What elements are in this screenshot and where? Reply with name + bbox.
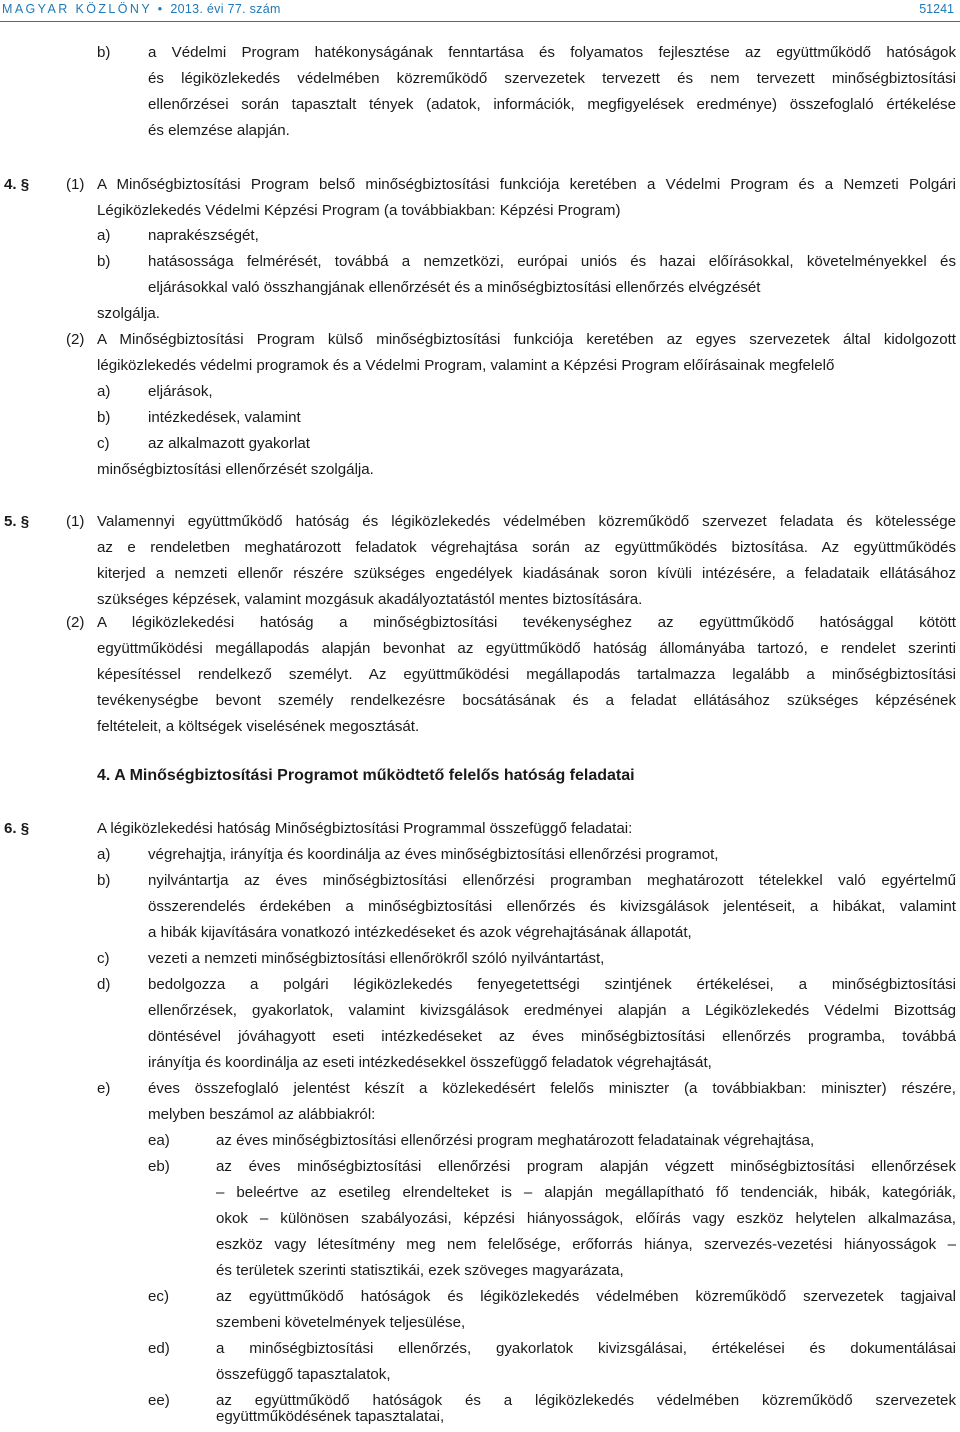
subitem-text: okok – különösen szabályozási, képzési hiányosságok, előírás vagy eszköz helytelen alkalmazása,: [216, 1210, 956, 1227]
sec6-item-b-line-3: [0, 920, 960, 946]
item-b-top-text: és légiközlekedés védelmében közreműködő szervezetek tervezett és nem tervezett minőségbiztosítási: [148, 70, 956, 87]
sec5-p2-line-3: [0, 662, 960, 688]
item-text: döntésével jóváhagyott eseti intézkedéseket az éves minőségbiztosítási ellenőrzés programba, továbbá: [148, 1028, 956, 1045]
item-label: a): [97, 227, 111, 244]
sec6-item-d-line-2: [0, 998, 960, 1024]
sec6-subitem-ee-line-2: [0, 1404, 960, 1430]
item-text: hatásossága felmérését, továbbá a nemzetközi, európai uniós és hazai előírásokkal, követelményekkel és: [148, 253, 956, 270]
item-text: melyben beszámol az alábbiakról:: [148, 1106, 376, 1123]
sec5-p2-line-5: [0, 714, 960, 740]
item-label: b): [97, 409, 111, 426]
sec6-item-c: [0, 946, 960, 972]
sec6-item-e-line-2: [0, 1102, 960, 1128]
subitem-text: az együttműködő hatóságok és a légiközlekedés védelmében közreműködő szervezetek: [216, 1392, 956, 1409]
item-text: végrehajtja, irányítja és koordinálja az éves minőségbiztosítási ellenőrzési programot,: [148, 846, 719, 863]
paragraph-number: (1): [66, 176, 85, 193]
page-number: 51241: [919, 2, 954, 16]
running-head: [2, 2, 281, 16]
sec6-item-b-line-2: [0, 894, 960, 920]
item-b-top-line-2: [0, 66, 960, 92]
paragraph-number: (2): [66, 331, 85, 348]
paragraph-text: légiközlekedés védelmi programok és a Védelmi Program, valamint a Képzési Program előírásainak megfelelő: [97, 357, 835, 374]
sec5-p1-line-3: [0, 561, 960, 587]
sec4-p2-item-c: [0, 431, 960, 457]
item-label: c): [97, 950, 110, 967]
item-label: b): [97, 253, 111, 270]
chapter-title: [0, 763, 960, 789]
sec5-p2-line-1: [0, 610, 960, 636]
sec6-subitem-eb: [0, 1154, 960, 1180]
item-label: c): [97, 435, 110, 452]
item-b-top-text: a Védelmi Program hatékonyságának fenntartása és folyamatos fejlesztése az együttműködő hatóságok: [148, 44, 956, 61]
sec4-p2-line-2: [0, 353, 960, 379]
bullet-separator: •: [157, 2, 165, 16]
paragraph-text: A Minőségbiztosítási Program belső minőségbiztosítási funkciója keretében a Védelmi Program és a Nemzeti Polgári: [97, 176, 956, 193]
sec6-subitem-eb-line-4: [0, 1232, 960, 1258]
item-b-top-line-3: [0, 92, 960, 118]
sec6-subitem-ea: [0, 1128, 960, 1154]
sec5-p2-line-4: [0, 688, 960, 714]
subitem-label: ed): [148, 1340, 170, 1357]
paragraph-text: az e rendeletben meghatározott feladatok végrehajtása során az együttműködés biztosítása. Az együttműködés: [97, 539, 956, 556]
sec5-p1-line-1: [0, 509, 960, 535]
sec6-item-d: [0, 972, 960, 998]
sec5-p2-line-2: [0, 636, 960, 662]
subitem-label: eb): [148, 1158, 170, 1175]
subitem-text: eszköz vagy létesítmény meg nem felelősége, erőforrás hiánya, szervezés-vezetési hiányosságok –: [216, 1236, 956, 1253]
item-label: b): [97, 872, 111, 889]
subitem-text: az éves minőségbiztosítási ellenőrzési program meghatározott feladatainak végrehajtása,: [216, 1132, 815, 1149]
item-text: összerendelés érdekében a minőségbiztosítási ellenőrzés és kivizsgálások jelentéseit, a hibákat, valamint: [148, 898, 956, 915]
sec5-p1-line-2: [0, 535, 960, 561]
sec6-subitem-eb-line-2: [0, 1180, 960, 1206]
paragraph-text: kiterjed a nemzeti ellenőr részére szükséges engedélyek kiadásának soron kívüli intézésére, a feladataik ellátásához: [97, 565, 956, 582]
journal-title: MAGYAR KÖZLÖNY: [2, 2, 152, 16]
sec4-p1-item-b-line-2: [0, 275, 960, 301]
item-text: bedolgozza a polgári légiközlekedés fenyegetettségi szintjének értékelései, a minőségbiztosítási: [148, 976, 956, 993]
paragraph-number: (1): [66, 513, 85, 530]
item-text: éves összefoglaló jelentést készít a közlekedésért felelős miniszter (a továbbiakban: miniszter) részére,: [148, 1080, 956, 1097]
item-text: az alkalmazott gyakorlat: [148, 435, 310, 452]
item-text: naprakészségét,: [148, 227, 259, 244]
paragraph-closing: szolgálja.: [97, 305, 160, 322]
item-text: irányítja és koordinálja az eseti intézkedésekkel összefüggő feladatok végrehajtását,: [148, 1054, 712, 1071]
item-label: e): [97, 1080, 111, 1097]
chapter-heading: 4. A Minőségbiztosítási Programot működtető felelős hatóság feladatai: [97, 767, 635, 784]
sec4-p1-line-2: [0, 198, 960, 224]
item-label: d): [97, 976, 111, 993]
subitem-text: – beleértve az esetileg elrendelteket is – alapján megállapítható fő tendenciák, hibák, kategóriák,: [216, 1184, 956, 1201]
paragraph-text: együttműködési megállapodás alapján bevonhat az együttműködő hatóság állományába tartozó, e rendelet szerinti: [97, 640, 956, 657]
subitem-text: a minőségbiztosítási ellenőrzés, gyakorlatok kivizsgálásai, értékelései és dokumentálásai: [216, 1340, 956, 1357]
subitem-label: ea): [148, 1132, 170, 1149]
sec4-p1-item-b: [0, 249, 960, 275]
paragraph-text: tevékenységbe bevont személy rendelkezésre bocsátásának és a feladat ellátásához szükséges képzésének: [97, 692, 956, 709]
item-label: a): [97, 383, 111, 400]
sec6-item-b: [0, 868, 960, 894]
paragraph-closing: minőségbiztosítási ellenőrzését szolgálja.: [97, 461, 374, 478]
paragraph-text: A Minőségbiztosítási Program külső minőségbiztosítási funkciója keretében az egyes szervezetek által kidolgozott: [97, 331, 956, 348]
subitem-text: összefüggő tapasztalatok,: [216, 1366, 391, 1383]
subitem-text: az éves minőségbiztosítási ellenőrzési program alapján végzett minőségbiztosítási ellenőrzések: [216, 1158, 956, 1175]
sec6-subitem-ed: [0, 1336, 960, 1362]
subitem-text: szembeni követelmények teljesülése,: [216, 1314, 466, 1331]
paragraph-text: A légiközlekedési hatóság Minőségbiztosítási Programmal összefüggő feladatai:: [97, 820, 633, 837]
page-header: [0, 0, 960, 24]
paragraph-text: Légiközlekedés Védelmi Képzési Program (a továbbiakban: Képzési Program): [97, 202, 621, 219]
item-text: eljárásokkal való összhangjának ellenőrzését és a minőségbiztosítási ellenőrzés elvégzését: [148, 279, 761, 296]
item-text: nyilvántartja az éves minőségbiztosítási ellenőrzési programban meghatározott tételekkel való egyértelmű: [148, 872, 956, 889]
section-number: 6. §: [4, 820, 30, 837]
sec4-p1-line-1: [0, 172, 960, 198]
item-label: a): [97, 846, 111, 863]
paragraph-text: képesítéssel rendelkező személyt. Az együttműködési megállapodás tartalmazza legalább a minőségbiztosítási: [97, 666, 956, 683]
item-b-top-text: ellenőrzései során tapasztalt tények (adatok, információk, megfigyelések eredménye) összefoglaló értékelése: [148, 96, 956, 113]
item-text: ellenőrzések, gyakorlatok, valamint kivizsgálások eredményei alapján a Légiközlekedés Védelmi Bizottság: [148, 1002, 956, 1019]
sec4-p1-closing: [0, 301, 960, 327]
item-text: a hibák kijavítására vonatkozó intézkedéseket és azok végrehajtásának állapotát,: [148, 924, 692, 941]
sec4-p2-item-b: [0, 405, 960, 431]
sec4-p2-item-a: [0, 379, 960, 405]
sec6-subitem-ec-line-2: [0, 1310, 960, 1336]
paragraph-number: (2): [66, 614, 85, 631]
sec6-subitem-ec: [0, 1284, 960, 1310]
sec4-p2-closing: [0, 457, 960, 483]
item-b-top-text: és elemzése alapján.: [148, 122, 290, 139]
sec6-subitem-eb-line-5: [0, 1258, 960, 1284]
paragraph-text: szükséges képzések, valamint mozgásuk akadályoztatástól mentes biztosítására.: [97, 591, 643, 608]
paragraph-text: A légiközlekedési hatóság a minőségbiztosítási tevékenységhez az együttműködő hatósággal kötött: [97, 614, 956, 631]
item-text: vezeti a nemzeti minőségbiztosítási ellenőrökről szóló nyilvántartást,: [148, 950, 605, 967]
sec6-subitem-eb-line-3: [0, 1206, 960, 1232]
sec6-item-a: [0, 842, 960, 868]
header-rule: [0, 21, 960, 22]
section-number: 5. §: [4, 513, 30, 530]
subitem-text: és területek szerinti statisztikái, ezek szöveges magyarázata,: [216, 1262, 624, 1279]
item-text: eljárások,: [148, 383, 213, 400]
sec6-item-d-line-3: [0, 1024, 960, 1050]
paragraph-text: Valamennyi együttműködő hatóság és légiközlekedés védelmében közreműködő szervezet feladata és kötelessége: [97, 513, 956, 530]
sec6-subitem-ed-line-2: [0, 1362, 960, 1388]
item-b-top-label: b): [97, 44, 111, 61]
paragraph-text: feltételeit, a költségek viselésének megosztását.: [97, 718, 420, 735]
sec6-intro: [0, 816, 960, 842]
issue-number: 2013. évi 77. szám: [170, 2, 281, 16]
sec6-item-e: [0, 1076, 960, 1102]
sec6-item-d-line-4: [0, 1050, 960, 1076]
sec4-p2-line-1: [0, 327, 960, 353]
item-b-top-line-1: [0, 40, 960, 66]
item-b-top-line-4: [0, 118, 960, 144]
subitem-text: az együttműködő hatóságok és légiközlekedés védelmében közreműködő szervezetek tagjaival: [216, 1288, 956, 1305]
subitem-text: együttműködésének tapasztalatai,: [216, 1408, 445, 1425]
item-text: intézkedések, valamint: [148, 409, 301, 426]
section-number: 4. §: [4, 176, 30, 193]
subitem-label: ee): [148, 1392, 170, 1409]
subitem-label: ec): [148, 1288, 169, 1305]
sec4-p1-item-a: [0, 223, 960, 249]
